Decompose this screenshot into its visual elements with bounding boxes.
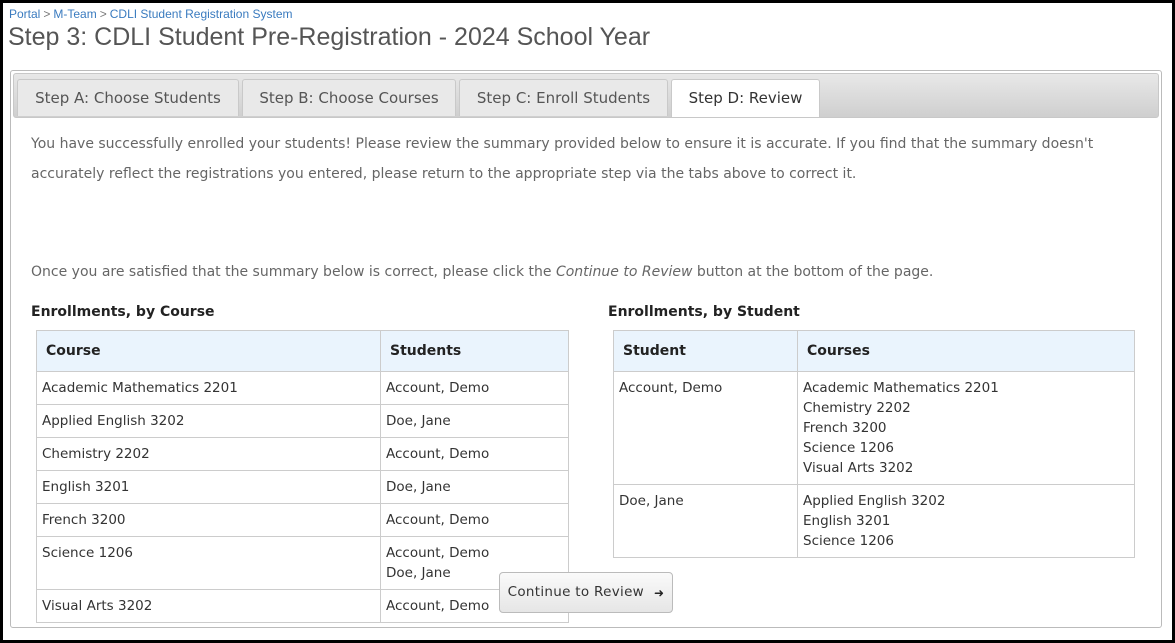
instruction-text-start: Once you are satisfied that the summary below is correct, please click the: [31, 264, 556, 280]
by-course-rows: [37, 372, 569, 623]
student-name: Account, Demo: [386, 512, 490, 528]
instruction-text: [31, 262, 933, 282]
arrow-right-icon: ➜: [654, 586, 665, 600]
student-name: Account, Demo: [386, 380, 490, 396]
column-header-courses: Courses: [798, 331, 1135, 372]
by-student-title: Enrollments, by Student: [608, 304, 800, 320]
course-name: Visual Arts 3202: [803, 460, 914, 476]
courses-cell: [798, 372, 1135, 485]
course-name: Science 1206: [803, 533, 894, 549]
course-cell: Visual Arts 3202: [37, 590, 381, 623]
table-row: [37, 405, 569, 438]
student-name: Doe, Jane: [386, 565, 451, 581]
students-cell: [381, 372, 569, 405]
review-content: [31, 129, 1141, 614]
table-row: [37, 372, 569, 405]
student-name: Doe, Jane: [386, 479, 451, 495]
course-name: English 3201: [803, 513, 891, 529]
tab-step-c[interactable]: Step C: Enroll Students: [459, 79, 668, 116]
student-name: Account, Demo: [386, 446, 490, 462]
table-row: [37, 537, 569, 590]
step-tabs: [13, 73, 1159, 118]
column-header-course: Course: [37, 331, 381, 372]
course-name: French 3200: [803, 420, 887, 436]
tab-step-d[interactable]: Step D: Review: [671, 79, 820, 117]
table-row: [614, 485, 1135, 558]
by-course-table: [36, 330, 569, 623]
continue-to-review-button[interactable]: [499, 572, 673, 613]
course-cell: Applied English 3202: [37, 405, 381, 438]
intro-text: You have successfully enrolled your students! Please review the summary provided below to ensure it is accurate. If you find that the summary doesn't accurately reflect the registrations you entered, please return to the appropriate step via the tabs above to correct it.: [31, 136, 1094, 182]
table-row: [37, 504, 569, 537]
continue-button-label: Continue to Review: [507, 584, 645, 600]
breadcrumb-link-portal[interactable]: Portal: [9, 7, 41, 21]
instruction-emphasis: Continue to Review: [555, 264, 693, 280]
page-title: Step 3: CDLI Student Pre-Registration - 2024 School Year: [8, 23, 651, 51]
by-course-title: Enrollments, by Course: [31, 304, 215, 320]
table-row: [614, 372, 1135, 485]
students-cell: [381, 504, 569, 537]
course-cell: Science 1206: [37, 537, 381, 590]
course-name: Applied English 3202: [803, 493, 946, 509]
course-cell: English 3201: [37, 471, 381, 504]
column-header-students: Students: [381, 331, 569, 372]
course-name: Chemistry 2202: [803, 400, 911, 416]
course-cell: Chemistry 2202: [37, 438, 381, 471]
tab-step-a[interactable]: Step A: Choose Students: [17, 79, 239, 116]
course-name: Science 1206: [803, 440, 894, 456]
course-cell: French 3200: [37, 504, 381, 537]
breadcrumb: [9, 7, 292, 21]
breadcrumb-link-registration-system[interactable]: CDLI Student Registration System: [109, 7, 293, 21]
review-panel: [10, 70, 1162, 628]
course-cell: Academic Mathematics 2201: [37, 372, 381, 405]
table-row: [37, 438, 569, 471]
breadcrumb-link-m-team[interactable]: M-Team: [53, 7, 97, 21]
by-student-rows: [614, 372, 1135, 558]
by-student-table: [613, 330, 1135, 558]
student-name: Doe, Jane: [386, 413, 451, 429]
student-name: Account, Demo: [386, 545, 490, 561]
students-cell: [381, 405, 569, 438]
students-cell: [381, 438, 569, 471]
student-cell: Account, Demo: [614, 372, 798, 485]
instruction-text-end: button at the bottom of the page.: [692, 264, 934, 280]
column-header-student: Student: [614, 331, 798, 372]
course-name: Academic Mathematics 2201: [803, 380, 999, 396]
table-row: [37, 471, 569, 504]
student-name: Account, Demo: [386, 598, 490, 614]
student-cell: Doe, Jane: [614, 485, 798, 558]
breadcrumb-separator: >: [99, 7, 107, 21]
breadcrumb-separator: >: [43, 7, 51, 21]
courses-cell: [798, 485, 1135, 558]
table-row: [37, 590, 569, 623]
students-cell: [381, 471, 569, 504]
tab-step-b[interactable]: Step B: Choose Courses: [242, 79, 456, 116]
